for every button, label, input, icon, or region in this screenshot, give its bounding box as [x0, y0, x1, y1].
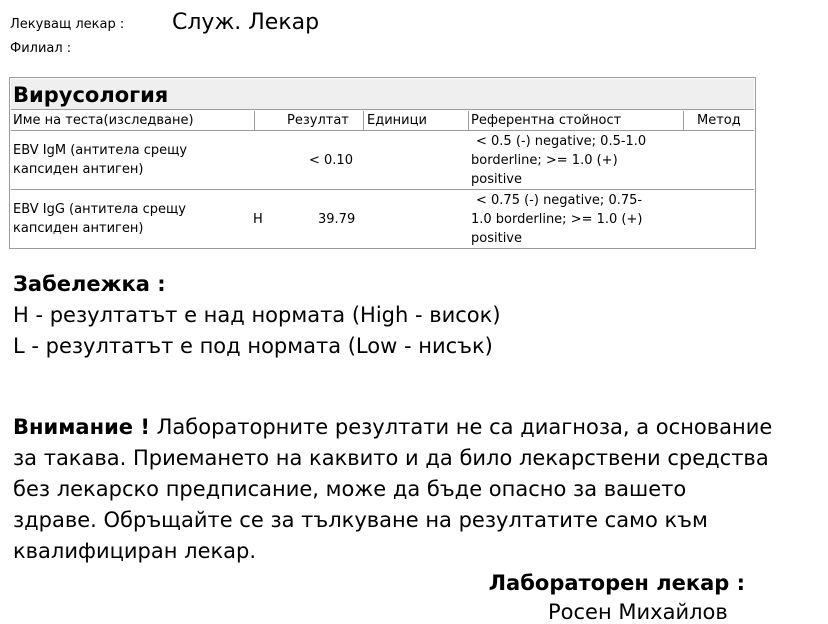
table-header-row	[11, 111, 754, 131]
note-block	[13, 269, 803, 362]
warning-paragraph	[13, 412, 773, 567]
result-value: < 0.10	[309, 153, 353, 168]
branch-label: Филиал :	[10, 41, 72, 56]
lab-doctor-name: Росен Михайлов	[548, 600, 728, 624]
column-header-method: Метод	[697, 113, 741, 128]
result-flag: H	[253, 212, 263, 227]
treating-doctor-label: Лекуващ лекар :	[10, 17, 125, 32]
column-header-reference: Референтна стойност	[471, 113, 622, 128]
column-header-test-name: Име на теста(изследване)	[13, 113, 194, 128]
treating-doctor-value: Служ. Лекар	[172, 10, 320, 35]
test-name-cell: EBV IgG (антитела срещу капсиден антиген)	[13, 202, 186, 236]
reference-range-cell: < 0.5 (-) negative; 0.5-1.0 borderline; >= 1.0 (+) positive	[471, 134, 647, 187]
table-row	[11, 131, 754, 190]
warning-title: Внимание !	[13, 415, 150, 439]
table-row	[11, 190, 754, 248]
result-value: 39.79	[318, 212, 356, 227]
column-header-units: Единици	[367, 113, 427, 128]
warning-text: Лабораторните резултати не са диагноза, а основание за такава. Приемането на каквито и да било лекарствени средства без лекарско предписание, може да бъде опасно за вашето здраве. Обръщайте се за тълкуване на резултатите само към квалифициран лекар.	[13, 415, 773, 563]
results-table	[9, 77, 756, 249]
section-header	[11, 79, 754, 110]
test-name-cell: EBV IgM (антитела срещу капсиден антиген)	[13, 143, 188, 177]
note-line-high: H - резултатът е над нормата (High - висок)	[13, 303, 501, 327]
lab-doctor-label: Лабораторен лекар :	[488, 571, 745, 595]
column-header-result: Резултат	[287, 113, 349, 128]
reference-range-cell: < 0.75 (-) negative; 0.75- 1.0 borderline; >= 1.0 (+) positive	[471, 193, 643, 246]
note-line-low: L - резултатът е под нормата (Low - нисък)	[13, 334, 493, 358]
note-title: Забележка :	[13, 272, 166, 296]
section-title: Вирусология	[13, 83, 169, 107]
